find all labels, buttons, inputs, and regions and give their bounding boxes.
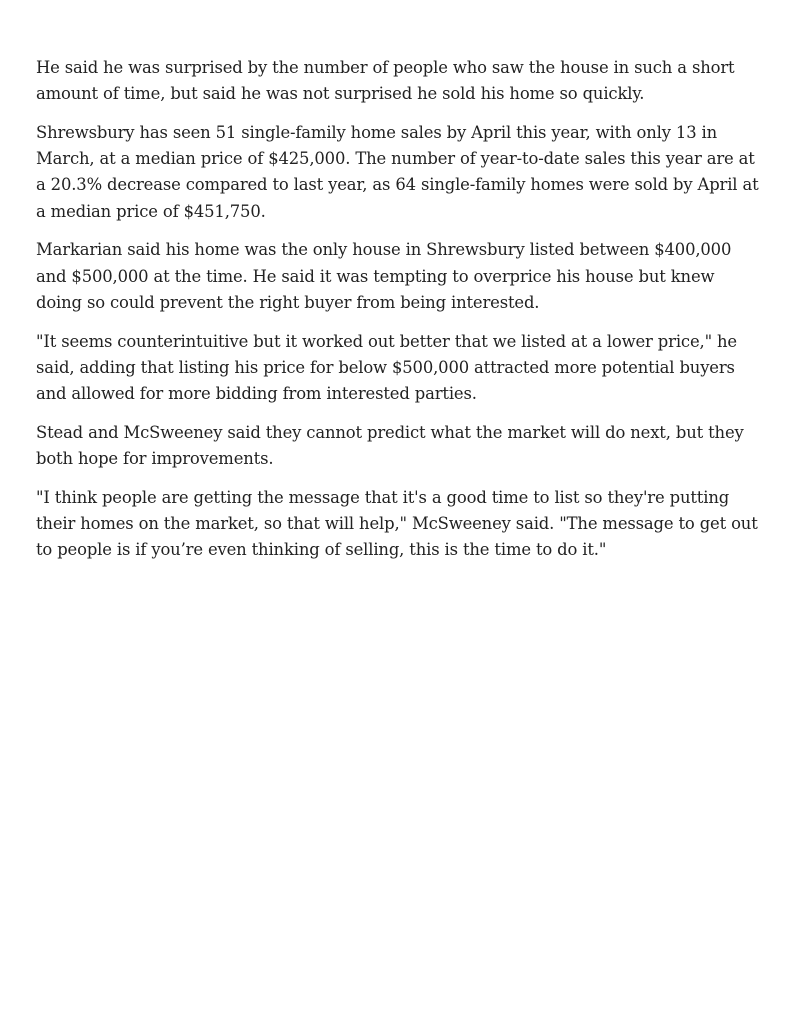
paragraph-surprised: He said he was surprised by the number of people who saw the house in such a short amount of time, but said he was not surprised he sold his home so quickly. — [36, 58, 735, 104]
paragraph-mcsweeney-quote: "I think people are getting the message that it's a good time to list so they're putting their homes on the market, so that will help," McSweeney said. "The message to get out to people is if you’re even thinking of selling, this is the time to do it." — [36, 487, 758, 560]
paragraph-sales-stats: Shrewsbury has seen 51 single-family home sales by April this year, with only 13 in March, at a median price of $425,000. The number of year-to-date sales this year are at a 20.3% decrease compared to last year, as 64 single-family homes were sold by April at a median price of $451,750. — [36, 123, 759, 221]
paragraph-lower-price-quote: "It seems counterintuitive but it worked out better that we listed at a lower price," he said, adding that listing his price for below $500,000 attracted more potential buyers and allowed for more bidding from interested parties. — [36, 331, 737, 404]
article-body — [36, 55, 760, 576]
paragraph-listing-range: Markarian said his home was the only house in Shrewsbury listed between $400,000 and $500,000 at the time. He said it was tempting to overprice his house but knew doing so could prevent the right buyer from being interested. — [36, 240, 732, 312]
paragraph-market-prediction: Stead and McSweeney said they cannot predict what the market will do next, but they both hope for improvements. — [36, 422, 744, 469]
